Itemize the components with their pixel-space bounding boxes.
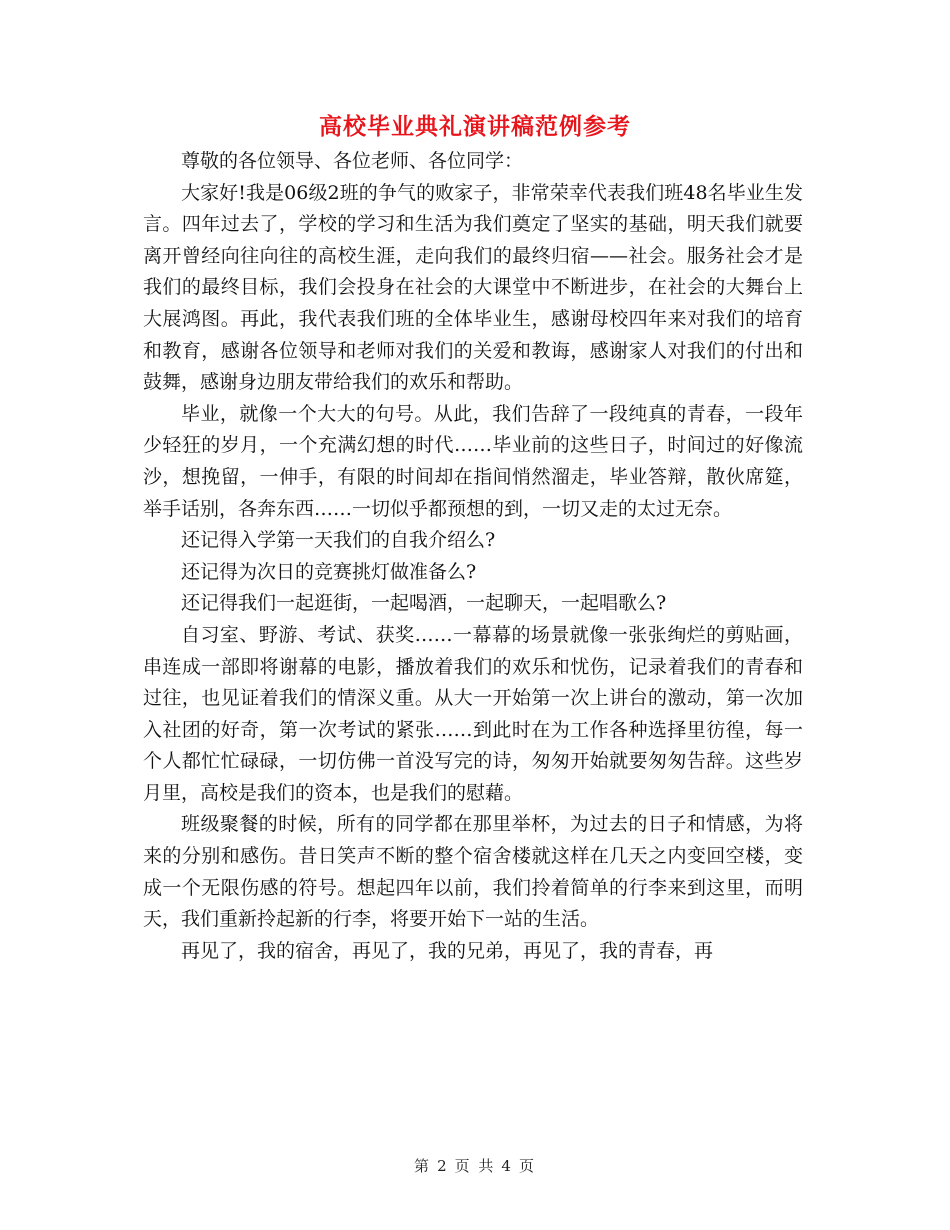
paragraph: 大家好!我是06级2班的争气的败家子，非常荣幸代表我们班48名毕业生发言。四年过去了，学校的学习和生活为我们奠定了坚实的基础，明天我们就要离开曾经向往向往的高校生涯，走向我们的最终归宿——社会。服务社会才是我们的最终目标，我们会投身在社会的大课堂中不断进步，在社会的大舞台上大展鸿图。再此，我代表我们班的全体毕业生，感谢母校四年来对我们的培育和教育，感谢各位领导和老师对我们的关爱和教诲，感谢家人对我们的付出和鼓舞，感谢身边朋友带给我们的欢乐和帮助。 (143, 181, 803, 394)
paragraph: 还记得入学第一天我们的自我介绍么? (181, 529, 496, 552)
page-total: 4 (501, 1157, 513, 1175)
paragraph: 还记得为次日的竞赛挑灯做准备么? (181, 560, 477, 583)
paragraph: 班级聚餐的时候，所有的同学都在那里举杯，为过去的日子和情感，为将来的分别和感伤。昔日笑声不断的整个宿舍楼就这样在几天之内变回空楼，变成一个无限伤感的符号。想起四年以前，我们拎着简单的行李来到这里，而明天，我们重新拎起新的行李，将要开始下一站的生活。 (143, 813, 803, 931)
footer-prefix: 第 (414, 1157, 432, 1175)
salutation: 尊敬的各位领导、各位老师、各位同学： (181, 150, 524, 172)
paragraph: 再见了，我的宿舍，再见了，我的兄弟，再见了，我的青春，再 (181, 939, 714, 962)
page-title: 高校毕业典礼演讲稿范例参考 (319, 113, 631, 140)
footer-suffix: 页 (518, 1157, 536, 1175)
footer-middle: 页 共 (454, 1157, 496, 1175)
page-footer (0, 1155, 950, 1176)
paragraph: 还记得我们一起逛街，一起喝酒，一起聊天，一起唱歌么? (181, 592, 667, 615)
page-number: 2 (437, 1157, 449, 1175)
paragraph: 毕业，就像一个大大的句号。从此，我们告辞了一段纯真的青春，一段年少轻狂的岁月，一个充满幻想的时代……毕业前的这些日子，时间过的好像流沙，想挽留，一伸手，有限的时间却在指间悄然溜走，毕业答辩，散伙席筵，举手话别，各奔东西……一切似乎都预想的到，一切又走的太过无奈。 (143, 402, 803, 520)
paragraph: 自习室、野游、考试、获奖……一幕幕的场景就像一张张绚烂的剪贴画，串连成一部即将谢幕的电影，播放着我们的欢乐和忧伤，记录着我们的青春和过往，也见证着我们的情深义重。从大一开始第一次上讲台的激动，第一次加入社团的好奇，第一次考试的紧张……到此时在为工作各种选择里彷徨，每一个人都忙忙碌碌，一切仿佛一首没写完的诗，匆匆开始就要匆匆告辞。这些岁月里，高校是我们的资本，也是我们的慰藉。 (143, 623, 803, 804)
document-body (143, 146, 803, 967)
